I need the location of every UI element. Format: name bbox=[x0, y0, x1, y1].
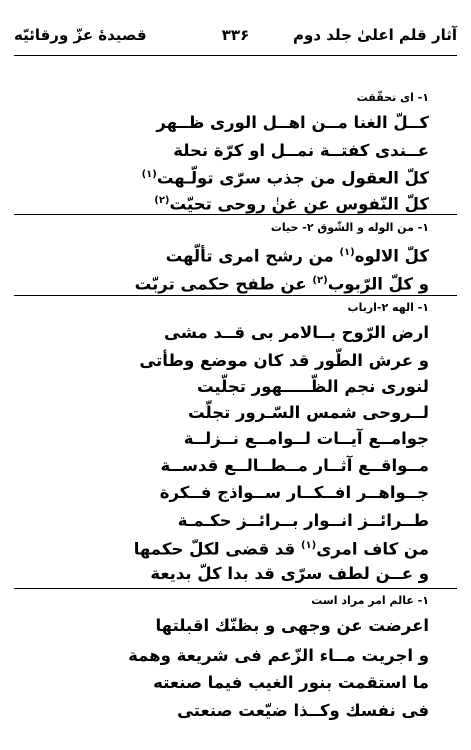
verse-line bbox=[154, 190, 429, 216]
verse-line: و عرش الطّور قد كان موضع وطأتى bbox=[139, 351, 429, 370]
section-divider bbox=[14, 588, 457, 589]
verse-text: كلّ العقول من جذب سرّى تولّـهت bbox=[156, 168, 429, 188]
verse-text: كلّ الالوه bbox=[354, 246, 429, 266]
footnote-marker: (۱) bbox=[339, 247, 355, 258]
verse-text: عن طفح حكمی تربّت bbox=[134, 274, 313, 294]
book-title: آثار قلم اعلیٰ جلد دوم bbox=[293, 26, 457, 44]
verse-line: جــواهــر افــكــار ســواذج فــكرة bbox=[159, 483, 429, 502]
verse-line: مــواقــع آثــار مــطــالــع قدســة bbox=[160, 456, 429, 475]
verse-line: طــرائــز انــوار بــرائــز حكـمـة bbox=[177, 511, 429, 530]
verse-line: كــلّ الغنا مــن اهــل الورى ظــهر bbox=[156, 113, 429, 132]
verse-text: قد قضى لكلّ حكمها bbox=[133, 539, 301, 559]
verse-text: من كاف امرى bbox=[316, 539, 429, 559]
verse-line: عــندى كفتــة نمــل او كرّة نحلة bbox=[173, 141, 429, 160]
verse-line: ما استقمت بنور الغيب فيما صنعته bbox=[153, 673, 429, 692]
footnote-marker: (۲) bbox=[154, 195, 170, 206]
verse-line bbox=[142, 164, 429, 190]
verse-line: ارض الرّوح بــالامر بى قــد مشى bbox=[164, 323, 429, 342]
section-heading: ۱- من الوله و الشّوق ۲- حیات bbox=[270, 221, 429, 234]
section-heading: ۱- الهه ۲-ارباب bbox=[347, 301, 429, 314]
verse-line: لنورى نجم الظّـــــهور تجلّيت bbox=[196, 377, 429, 396]
verse-line bbox=[135, 270, 429, 296]
section-heading: ۱- ای تحقّقت bbox=[356, 91, 429, 104]
footnote-marker: (۱) bbox=[300, 540, 317, 551]
verse-text: و كلّ الرّبوب bbox=[327, 274, 429, 294]
poem-title: قصيدهٔ عزّ ورقائيّه bbox=[14, 26, 147, 44]
verse-line bbox=[134, 535, 429, 561]
verse-line: جوامــع آيــات لــوامــع نــزلــة bbox=[183, 429, 429, 448]
verse-line: فى نفسك وكــذا ضيّعت صنعتى bbox=[177, 701, 429, 720]
section-heading: ۱- عالم امر مراد است bbox=[311, 594, 429, 607]
verse-line: لــروحى شمس السّـرور تجلّت bbox=[187, 403, 429, 422]
verse-line bbox=[166, 242, 429, 268]
verse-line: و اجريت مــاء الزّعم فى شريعة وهمة bbox=[128, 646, 429, 665]
verse-text: من رشح امرى تألّهت bbox=[165, 246, 340, 266]
section-divider bbox=[14, 214, 457, 215]
page-number: ۳۳۶ bbox=[221, 26, 250, 44]
header-divider bbox=[14, 55, 457, 56]
page-header bbox=[14, 26, 457, 52]
verse-text: كلّ النّفوس عن غنٰ روحی تحیّت bbox=[169, 194, 429, 214]
verse-line: و عــن لطف سرّى قد بدا كلّ بديعة bbox=[150, 564, 429, 583]
verse-line: اعرضت عن وجهى و بظنّك اقبلتها bbox=[155, 616, 429, 635]
footnote-marker: (۲) bbox=[312, 275, 328, 286]
footnote-marker: (۱) bbox=[141, 169, 157, 180]
section-divider bbox=[14, 295, 457, 296]
